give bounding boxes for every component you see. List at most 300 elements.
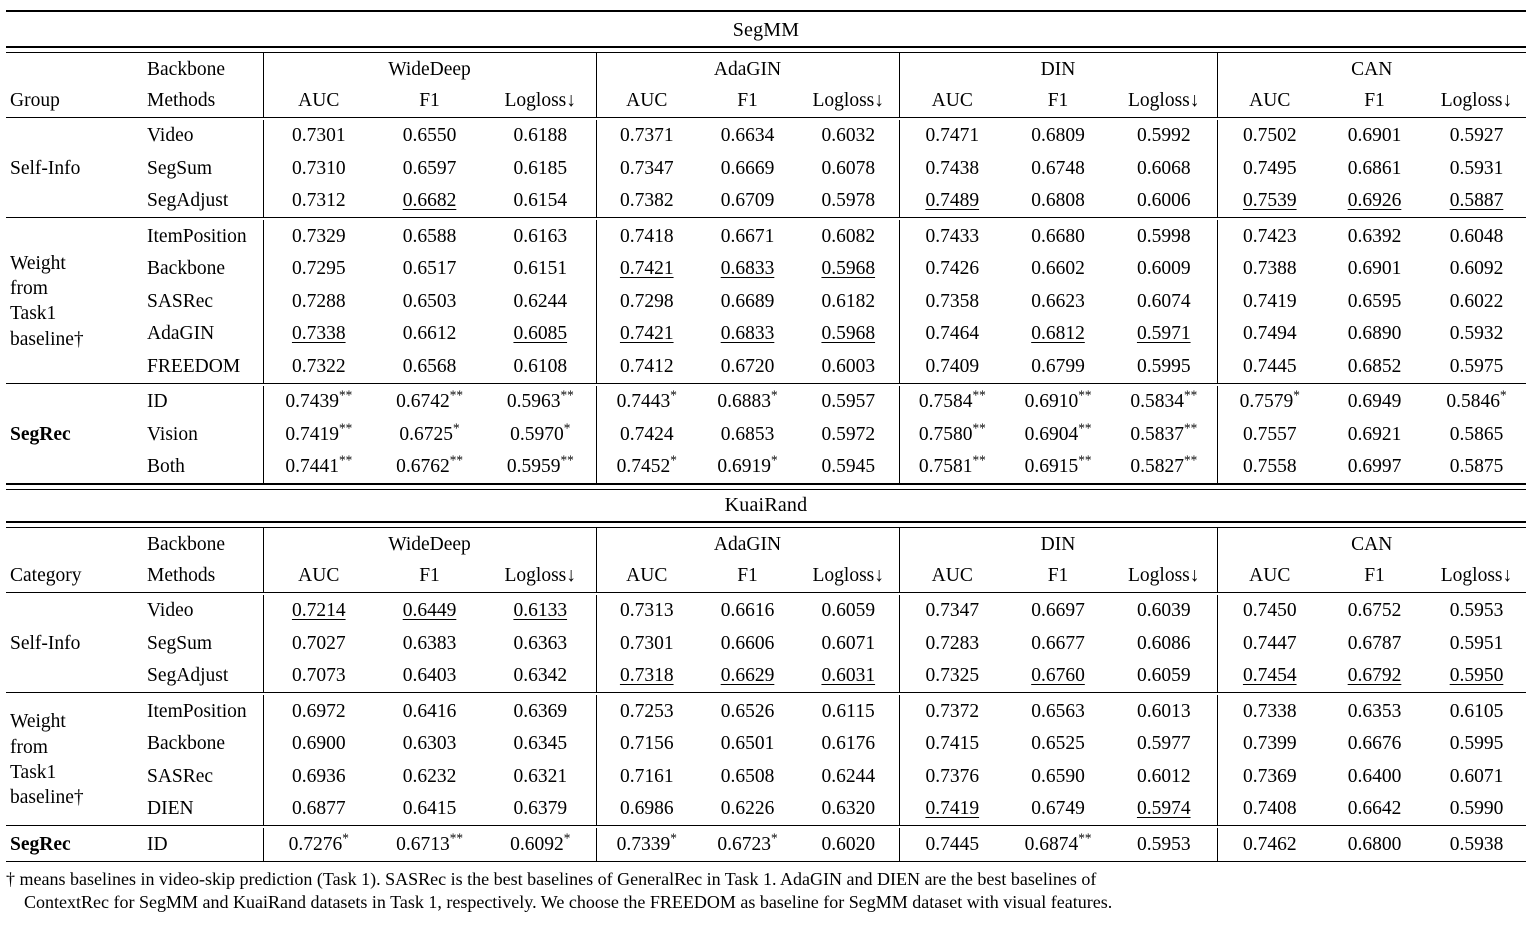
metric-value: 0.7419**: [263, 418, 374, 451]
table-row: [6, 185, 1526, 218]
metric-value: 0.6071: [821, 632, 876, 654]
metric-value: 0.6009: [1136, 258, 1191, 279]
metric-value: 0.7376: [899, 760, 1005, 793]
metric-value: 0.7424: [596, 418, 697, 451]
metric-value: 0.6919*: [717, 452, 778, 477]
footnote-line-2: ContextRec for SegMM and KuaiRand datasets in Task 1, respectively. We choose the FREEDOM as baseline for SegMM dataset with visual features.: [24, 891, 1113, 912]
metric-value: 0.7423: [1217, 220, 1322, 253]
metric-value: 0.6068: [1136, 157, 1191, 179]
metric-value: 0.7580**: [899, 418, 1005, 451]
method-label: ItemPosition: [147, 700, 247, 722]
table-row: [6, 595, 1526, 628]
metric-value: 0.6812: [1031, 323, 1085, 344]
table-row: [6, 695, 1526, 728]
metric-value: 0.6085: [513, 323, 568, 344]
metric-value: 0.6762**: [396, 452, 463, 477]
footnote-line-1: † means baselines in video-skip prediction (Task 1). SASRec is the best baselines of GeneralRec in Task 1. AdaGIN and DIEN are the best baselines of: [6, 868, 1097, 889]
metric-value: 0.6086: [1136, 632, 1191, 654]
metric-value: 0.6787: [1347, 632, 1402, 654]
metric-value: 0.6697: [1031, 600, 1085, 621]
metric-value: 0.6059: [1136, 665, 1191, 686]
method-label: Video: [147, 600, 194, 621]
dataset-banner-row: [6, 490, 1526, 523]
method-label: SASRec: [147, 290, 214, 312]
metric-header-din-f1: F1: [1047, 90, 1069, 112]
metric-value: 0.7372: [899, 695, 1005, 728]
metric-value: 0.7310: [263, 152, 374, 185]
metric-value: 0.7454: [1217, 660, 1322, 693]
metric-value: 0.6752: [1347, 600, 1402, 621]
metric-value: 0.7301: [596, 627, 697, 660]
method-label: SegSum: [147, 632, 213, 654]
group-column-header: Group: [10, 90, 60, 112]
group-label: Weight from Task1 baseline†: [10, 252, 84, 350]
metric-value: 0.6363: [513, 632, 568, 654]
metric-value: 0.7445: [1217, 350, 1322, 383]
metric-header-din-logloss: Logloss↓: [1127, 90, 1200, 112]
metric-value: 0.6689: [720, 290, 775, 312]
metric-header-widedeep-auc: AUC: [263, 561, 374, 593]
metric-value: 0.6525: [1031, 733, 1085, 754]
metric-value: 0.7358: [899, 285, 1005, 318]
metric-value: 0.6680: [1031, 225, 1085, 247]
metric-value: 0.7581**: [899, 451, 1005, 485]
metric-value: 0.6997: [1347, 456, 1402, 477]
metric-value: 0.6936: [263, 760, 374, 793]
metric-value: 0.7325: [899, 660, 1005, 693]
metric-value: 0.5963**: [506, 387, 574, 412]
metric-value: 0.7462: [1217, 828, 1322, 861]
spacer-cell: [6, 528, 136, 561]
metric-value: 0.6900: [263, 728, 374, 761]
metric-header-adagin-f1: F1: [737, 565, 758, 587]
metric-value: 0.7471: [899, 120, 1005, 153]
metric-value: 0.5995: [1136, 355, 1191, 377]
metric-value: 0.6629: [720, 665, 775, 686]
metric-value: 0.6003: [821, 355, 876, 377]
metric-value: 0.6742**: [396, 387, 463, 412]
metric-value: 0.6092: [1449, 258, 1504, 279]
metric-value: 0.7382: [596, 185, 697, 218]
metric-value: 0.7027: [263, 627, 374, 660]
metric-value: 0.5827**: [1130, 452, 1198, 477]
metric-header-widedeep-logloss: Logloss↓: [504, 90, 576, 112]
metric-value: 0.6013: [1136, 700, 1191, 722]
metric-value: 0.6921: [1347, 423, 1402, 445]
metric-value: 0.6082: [821, 225, 876, 247]
metric-value: 0.5931: [1449, 157, 1504, 179]
metric-value: 0.6182: [821, 290, 876, 312]
metric-value: 0.5938: [1449, 833, 1504, 855]
metric-value: 0.6059: [821, 600, 876, 621]
metric-value: 0.6723*: [717, 830, 778, 855]
metric-value: 0.6713**: [396, 830, 463, 855]
metric-value: 0.6568: [402, 355, 457, 377]
metric-value: 0.7489: [899, 185, 1005, 218]
table-row: [6, 220, 1526, 253]
metric-value: 0.6012: [1136, 765, 1191, 787]
method-label: ID: [147, 391, 168, 412]
metric-value: 0.7073: [263, 660, 374, 693]
metric-value: 0.6415: [402, 798, 457, 819]
methods-column-header: Methods: [147, 90, 216, 112]
metric-value: 0.5959**: [506, 452, 574, 477]
metric-header-adagin-logloss: Logloss↓: [812, 565, 884, 587]
metric-value: 0.6612: [402, 323, 457, 344]
metric-value: 0.6852: [1347, 355, 1402, 377]
metric-value: 0.7447: [1217, 627, 1322, 660]
metric-value: 0.6321: [513, 765, 568, 787]
metric-value: 0.6808: [1031, 190, 1085, 211]
backbone-header-can: CAN: [1217, 53, 1526, 86]
metric-value: 0.6709: [720, 190, 775, 211]
metric-header-can-auc: AUC: [1217, 561, 1322, 593]
metric-value: 0.6048: [1449, 225, 1504, 247]
metric-value: 0.6861: [1347, 157, 1402, 179]
metric-value: 0.6910**: [1024, 387, 1092, 412]
metric-value: 0.5974: [1136, 798, 1191, 819]
metric-value: 0.6176: [821, 733, 876, 754]
metric-value: 0.6597: [402, 157, 457, 179]
metric-value: 0.7419: [1217, 285, 1322, 318]
metric-value: 0.6949: [1347, 391, 1402, 412]
metric-value: 0.6550: [402, 125, 457, 146]
metric-value: 0.7558: [1217, 451, 1322, 485]
metric-value: 0.6383: [402, 632, 457, 654]
metric-value: 0.7439**: [263, 386, 374, 419]
metric-value: 0.5970*: [510, 420, 571, 445]
metric-value: 0.6623: [1031, 290, 1085, 312]
metric-value: 0.7214: [263, 595, 374, 628]
table-row: [6, 350, 1526, 383]
metric-value: 0.6074: [1136, 290, 1191, 312]
metric-value: 0.7433: [899, 220, 1005, 253]
table-row: [6, 152, 1526, 185]
metric-value: 0.6303: [402, 733, 457, 754]
table-row: [6, 627, 1526, 660]
metric-value: 0.6720: [720, 355, 775, 377]
backbone-header-row: [6, 53, 1526, 86]
metric-value: 0.6874**: [1024, 830, 1092, 855]
metric-value: 0.6671: [720, 225, 775, 247]
group-label: Weight from Task1 baseline†: [10, 711, 84, 809]
metric-value: 0.6676: [1347, 733, 1402, 754]
backbone-header-adagin: AdaGIN: [596, 53, 899, 86]
metric-value: 0.6105: [1449, 700, 1504, 722]
table-row: [6, 285, 1526, 318]
metric-value: 0.6749: [1031, 798, 1085, 819]
metric-value: 0.5971: [1136, 323, 1191, 344]
metric-value: 0.6616: [720, 600, 775, 621]
metric-value: 0.6244: [513, 290, 568, 312]
metric-value: 0.6154: [513, 190, 568, 211]
metric-value: 0.5968: [821, 323, 876, 344]
metric-value: 0.6078: [821, 157, 876, 179]
method-label: ID: [147, 833, 168, 855]
metric-value: 0.5953: [1449, 600, 1504, 621]
metric-value: 0.6634: [720, 125, 775, 146]
metric-header-din-logloss: Logloss↓: [1127, 565, 1200, 587]
metric-value: 0.6379: [513, 798, 568, 819]
metric-value: 0.7584**: [899, 386, 1005, 419]
metric-value: 0.7441**: [263, 451, 374, 485]
metric-value: 0.6883*: [717, 387, 778, 412]
metric-value: 0.6108: [513, 355, 568, 377]
metric-value: 0.6416: [402, 700, 457, 722]
dataset-name: KuaiRand: [724, 494, 808, 516]
metric-value: 0.6449: [402, 600, 457, 621]
metric-value: 0.6032: [821, 125, 876, 146]
group-label: Self-Info: [10, 632, 81, 654]
metric-value: 0.7347: [899, 595, 1005, 628]
metric-value: 0.7339*: [596, 828, 697, 861]
metric-value: 0.5951: [1449, 632, 1504, 654]
metric-value: 0.6588: [402, 225, 457, 247]
metric-value: 0.6877: [263, 793, 374, 826]
metric-value: 0.6320: [821, 798, 876, 819]
metric-value: 0.5992: [1136, 125, 1191, 146]
metric-value: 0.6185: [513, 157, 568, 179]
metric-header-din-auc: AUC: [899, 561, 1005, 593]
metric-header-widedeep-f1: F1: [419, 565, 440, 587]
metric-value: 0.5834**: [1130, 387, 1198, 412]
metric-value: 0.5995: [1449, 733, 1504, 754]
table-row: [6, 793, 1526, 826]
method-label: SegSum: [147, 157, 213, 179]
backbone-header-adagin: AdaGIN: [596, 528, 899, 561]
metric-value: 0.6926: [1347, 190, 1402, 211]
metric-value: 0.6606: [720, 632, 775, 654]
metric-header-din-f1: F1: [1047, 565, 1069, 587]
backbone-label: Backbone: [147, 58, 225, 80]
metric-value: 0.5887: [1449, 190, 1504, 211]
metric-value: 0.7421: [596, 318, 697, 351]
metric-header-can-auc: AUC: [1217, 86, 1322, 118]
metric-value: 0.6526: [720, 700, 775, 722]
metric-value: 0.6682: [402, 190, 457, 211]
metric-header-widedeep-f1: F1: [419, 90, 440, 112]
backbone-header-can: CAN: [1217, 528, 1526, 561]
metric-value: 0.7452*: [596, 451, 697, 485]
metric-value: 0.5945: [821, 456, 876, 477]
method-label: Backbone: [147, 733, 225, 754]
metric-value: 0.6163: [513, 225, 568, 247]
metric-value: 0.7502: [1217, 120, 1322, 153]
metric-value: 0.6400: [1347, 765, 1402, 787]
table-row: [6, 386, 1526, 419]
method-label: Vision: [147, 423, 198, 445]
metric-value: 0.6833: [720, 323, 775, 344]
metric-value: 0.6031: [821, 665, 876, 686]
metric-value: 0.7371: [596, 120, 697, 153]
metric-value: 0.5927: [1449, 125, 1504, 146]
metric-value: 0.7369: [1217, 760, 1322, 793]
method-label: FREEDOM: [147, 355, 241, 377]
table-row: [6, 418, 1526, 451]
table-row: [6, 318, 1526, 351]
metric-value: 0.7418: [596, 220, 697, 253]
metric-value: 0.7288: [263, 285, 374, 318]
metric-value: 0.5953: [1136, 833, 1191, 855]
metric-value: 0.7421: [596, 253, 697, 286]
backbone-header-din: DIN: [899, 528, 1217, 561]
metric-value: 0.7283: [899, 627, 1005, 660]
method-label: SASRec: [147, 765, 214, 787]
metric-value: 0.7276*: [263, 828, 374, 861]
metric-value: 0.6232: [402, 765, 457, 787]
metric-value: 0.7419: [899, 793, 1005, 826]
metric-value: 0.6369: [513, 700, 568, 722]
metric-value: 0.5932: [1449, 323, 1504, 344]
metric-value: 0.7450: [1217, 595, 1322, 628]
method-label: Both: [147, 456, 185, 477]
results-table: [6, 10, 1526, 864]
metric-value: 0.6890: [1347, 323, 1402, 344]
metric-value: 0.5978: [821, 190, 876, 211]
metric-value: 0.6115: [821, 700, 875, 722]
metric-value: 0.5968: [821, 258, 876, 279]
metric-value: 0.7494: [1217, 318, 1322, 351]
metric-header-can-f1: F1: [1364, 565, 1385, 587]
methods-column-header: Methods: [147, 565, 216, 587]
metric-value: 0.6020: [821, 833, 876, 855]
metric-value: 0.6244: [821, 765, 876, 787]
metric-value: 0.5972: [821, 423, 876, 445]
group-label: Self-Info: [10, 157, 81, 179]
metric-value: 0.6151: [513, 258, 568, 279]
metric-value: 0.5975: [1449, 355, 1504, 377]
backbone-header-widedeep: WideDeep: [263, 53, 596, 86]
metric-value: 0.6901: [1347, 125, 1402, 146]
metric-value: 0.6133: [513, 600, 568, 621]
metric-value: 0.6853: [720, 423, 775, 445]
metric-header-widedeep-auc: AUC: [263, 86, 374, 118]
metric-value: 0.6642: [1347, 798, 1402, 819]
group-column-header: Category: [10, 565, 82, 587]
metric-value: 0.7156: [596, 728, 697, 761]
backbone-header-widedeep: WideDeep: [263, 528, 596, 561]
metric-header-adagin-auc: AUC: [596, 561, 697, 593]
metric-value: 0.6039: [1136, 600, 1191, 621]
metric-value: 0.7495: [1217, 152, 1322, 185]
metric-value: 0.6748: [1031, 157, 1085, 179]
metric-header-din-auc: AUC: [899, 86, 1005, 118]
metric-value: 0.7347: [596, 152, 697, 185]
metric-value: 0.7338: [263, 318, 374, 351]
metric-header-widedeep-logloss: Logloss↓: [504, 565, 576, 587]
metric-value: 0.6800: [1347, 833, 1402, 855]
method-label: Backbone: [147, 258, 225, 279]
metric-value: 0.7557: [1217, 418, 1322, 451]
metric-value: 0.5846*: [1446, 387, 1507, 412]
method-label: DIEN: [147, 798, 194, 819]
metric-value: 0.6188: [513, 125, 568, 146]
metric-value: 0.6760: [1031, 665, 1085, 686]
table-row: [6, 253, 1526, 286]
metric-header-row: [6, 86, 1526, 118]
metric-value: 0.7253: [596, 695, 697, 728]
metric-value: 0.6006: [1136, 190, 1191, 211]
metric-value: 0.7409: [899, 350, 1005, 383]
metric-value: 0.5837**: [1130, 420, 1198, 445]
table-row: [6, 760, 1526, 793]
metric-value: 0.6392: [1347, 225, 1402, 247]
metric-value: 0.5990: [1449, 798, 1504, 819]
metric-value: 0.5950: [1449, 665, 1504, 686]
metric-value: 0.5957: [821, 391, 876, 412]
metric-value: 0.6092*: [510, 830, 571, 855]
metric-value: 0.7438: [899, 152, 1005, 185]
metric-header-adagin-auc: AUC: [596, 86, 697, 118]
metric-value: 0.6590: [1031, 765, 1085, 787]
table-row: [6, 728, 1526, 761]
method-label: Video: [147, 125, 194, 146]
metric-value: 0.6792: [1347, 665, 1402, 686]
metric-value: 0.7443*: [596, 386, 697, 419]
metric-header-row: [6, 561, 1526, 593]
metric-value: 0.6602: [1031, 258, 1085, 279]
group-label: SegRec: [10, 423, 71, 445]
metric-value: 0.7399: [1217, 728, 1322, 761]
metric-value: 0.6901: [1347, 258, 1402, 279]
metric-value: 0.6677: [1031, 632, 1085, 654]
method-label: ItemPosition: [147, 225, 247, 247]
metric-value: 0.7464: [899, 318, 1005, 351]
metric-value: 0.6972: [263, 695, 374, 728]
metric-value: 0.6833: [720, 258, 775, 279]
table-row: [6, 660, 1526, 693]
metric-value: 0.6503: [402, 290, 457, 312]
metric-value: 0.7415: [899, 728, 1005, 761]
table-row: [6, 451, 1526, 485]
metric-value: 0.6725*: [399, 420, 460, 445]
metric-value: 0.6809: [1031, 125, 1085, 146]
backbone-header-row: [6, 528, 1526, 561]
metric-value: 0.6403: [402, 665, 457, 686]
method-label: AdaGIN: [147, 323, 215, 344]
metric-value: 0.5998: [1136, 225, 1191, 247]
metric-header-can-f1: F1: [1364, 90, 1385, 112]
metric-value: 0.6799: [1031, 355, 1085, 377]
metric-header-can-logloss: Logloss↓: [1440, 90, 1513, 112]
metric-value: 0.6986: [596, 793, 697, 826]
metric-value: 0.5865: [1449, 423, 1504, 445]
metric-value: 0.6342: [513, 665, 568, 686]
table-row: [6, 120, 1526, 153]
metric-header-can-logloss: Logloss↓: [1440, 565, 1513, 587]
metric-value: 0.6669: [720, 157, 775, 179]
backbone-label: Backbone: [147, 533, 225, 555]
metric-value: 0.7318: [596, 660, 697, 693]
metric-value: 0.6345: [513, 733, 568, 754]
metric-value: 0.7408: [1217, 793, 1322, 826]
metric-value: 0.7301: [263, 120, 374, 153]
table-row: [6, 828, 1526, 861]
spacer-cell: [6, 53, 136, 86]
metric-value: 0.6915**: [1024, 452, 1092, 477]
dataset-name: SegMM: [732, 19, 800, 41]
metric-value: 0.6071: [1449, 765, 1504, 787]
metric-value: 0.6353: [1347, 700, 1402, 722]
metric-value: 0.7295: [263, 253, 374, 286]
metric-value: 0.6226: [720, 798, 775, 819]
metric-value: 0.7338: [1217, 695, 1322, 728]
metric-value: 0.7312: [263, 185, 374, 218]
dataset-banner-row: [6, 15, 1526, 47]
metric-value: 0.7322: [263, 350, 374, 383]
metric-value: 0.6563: [1031, 700, 1085, 722]
metric-value: 0.7539: [1217, 185, 1322, 218]
